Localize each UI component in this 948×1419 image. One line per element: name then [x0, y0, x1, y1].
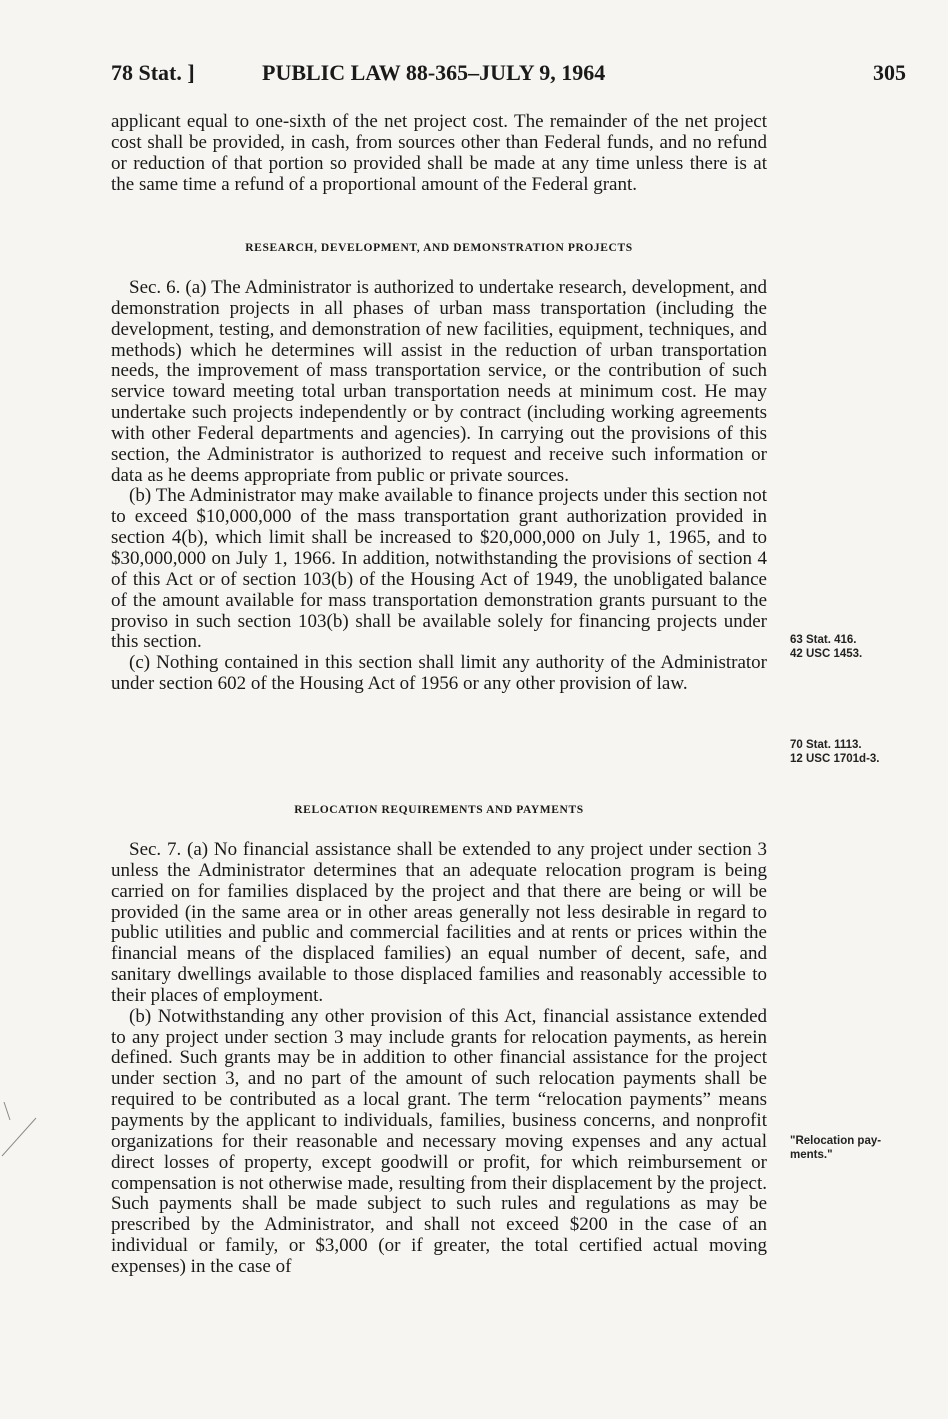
page-header	[0, 60, 948, 94]
statute-volume: 78 Stat. ]	[111, 60, 195, 85]
section6-heading: RESEARCH, DEVELOPMENT, AND DEMONSTRATION PROJECTS	[245, 242, 633, 254]
margin-note-70-stat: 70 Stat. 1113. 12 USC 1701d-3.	[790, 739, 880, 765]
section7-para-a: Sec. 7. (a) No financial assistance shall be extended to any project under section 3 unless the Administrator determines that an adequate relocation program is being carried on for families displaced by the project and that there are being or will be provided (in the same area or in other areas generally not less desirable in regard to public utilities and public and commercial facilities and at rents or prices within the financial means of the displaced families) an equal number of decent, safe, and sanitary dwellings available to those displaced families and reasonably accessible to their places of employment.	[111, 839, 767, 1006]
section6-para-b: (b) The Administrator may make available to finance projects under this section not to exceed $10,000,000 of the mass transportation grant authorization provided in section 4(b), which limit shall be increased to $20,000,000 on July 1, 1965, and to $30,000,000 on July 1, 1966. In addition, notwithstanding the provisions of section 4 of this Act or of section 103(b) of the Housing Act of 1949, the unobligated balance of the amount available for mass transportation demonstration grants pursuant to the proviso in such section 103(b) shall be available solely for financing projects under this section.	[111, 485, 767, 653]
law-title: PUBLIC LAW 88-365–JULY 9, 1964	[262, 60, 606, 85]
margin-note-63-stat: 63 Stat. 416. 42 USC 1453.	[790, 634, 863, 660]
margin-note-relocation-payments: "Relocation pay- ments."	[790, 1135, 882, 1161]
section6-para-a: Sec. 6. (a) The Administrator is authorized to undertake research, development, and demonstration projects in all phases of urban mass transportation (including the development, testing, and demonstration of new facilities, equipment, techniques, and methods) which he determines will assist in the reduction of urban transportation needs, the improvement of mass transportation service, or the contribution of such service toward meeting total urban transportation needs at minimum cost. He may undertake such projects independently or by contract (including working agreements with other Federal departments and agencies). In carrying out the provisions of this section, the Administrator is authorized to request and receive such information or data as he deems appropriate from public or private sources.	[111, 277, 767, 486]
opening-paragraph: applicant equal to one-sixth of the net project cost. The remainder of the net project cost shall be provided, in cash, from sources other than Federal funds, and no refund or reduction of that portion so provided shall be made at any time unless there is at the same time a refund of a proportional amount of the Federal grant.	[111, 111, 767, 195]
section7-heading: RELOCATION REQUIREMENTS AND PAYMENTS	[294, 804, 584, 816]
section6-block	[111, 278, 767, 695]
page-number: 305	[873, 60, 906, 85]
section6-para-c: (c) Nothing contained in this section shall limit any authority of the Administrator under section 602 of the Housing Act of 1956 or any other provision of law.	[111, 652, 767, 695]
scan-artifact-mark	[0, 1100, 40, 1160]
section7-para-b: (b) Notwithstanding any other provision of this Act, financial assistance extended to any project under section 3 may include grants for relocation payments, as herein defined. Such grants may be in addition to other financial assistance for the project under section 3, and no part of the amount of such relocation payments shall be required to be contributed as a local grant. The term “relocation payments” means payments by the applicant to individuals, families, business concerns, and nonprofit organizations for their reasonable and necessary moving expenses and any actual direct losses of property, except goodwill or profit, for which reimbursement or compensation is not otherwise made, resulting from their displacement by the project. Such payments shall be made subject to such rules and regulations as may be prescribed by the Administrator, and shall not exceed $200 in the case of an individual or family, or $3,000 (or if greater, the total certified actual moving expenses) in the case of	[111, 1005, 767, 1277]
opening-paragraph-block	[111, 112, 767, 195]
section7-block	[111, 840, 767, 1278]
